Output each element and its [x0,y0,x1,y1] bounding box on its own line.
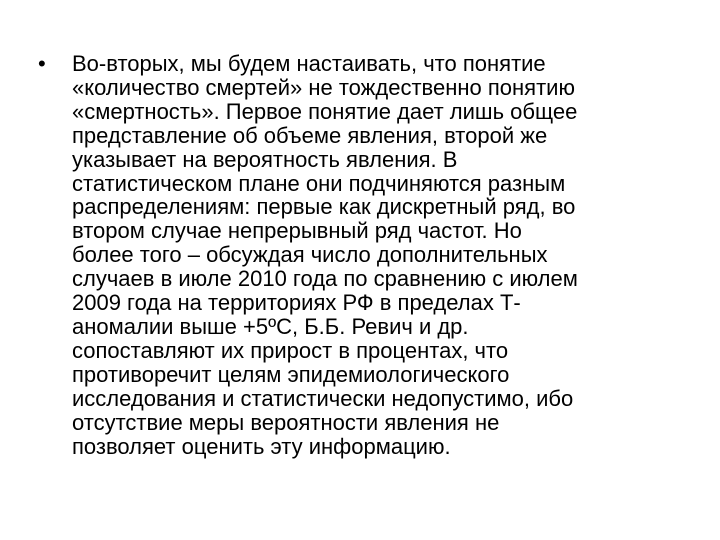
paragraph-line-12: аномалии выше +5ºС, Б.Б. Ревич и др. [72,313,469,339]
paragraph-line-17: позволяет оценить эту информацию. [72,433,451,459]
paragraph-line-5: указывает на вероятность явления. В [72,146,458,172]
paragraph-line-10: случаев в июле 2010 года по сравнению с июлем [72,266,578,292]
paragraph-line-1: Во-вторых, мы будем настаивать, что понятие [72,51,546,76]
paragraph-line-13: сопоставляют их прирост в процентах, что [72,337,509,363]
bullet-item [38,52,678,458]
paragraph-line-15: исследования и статистически недопустимо, ибо [72,385,574,411]
paragraph-line-2: «количество смертей» не тождественно понятию [72,74,575,100]
bullet-marker: • [38,51,46,76]
paragraph-line-16: отсутствие меры вероятности явления не [72,409,500,435]
paragraph-line-9: более того – обсуждая число дополнительных [72,242,548,268]
paragraph-line-8: втором случае непрерывный ряд частот. Но [72,218,522,244]
paragraph-line-11: 2009 года на территориях РФ в пределах Т- [72,290,521,316]
paragraph-line-3: «смертность». Первое понятие дает лишь общее [72,98,578,124]
bullet-paragraph [72,52,678,458]
paragraph-line-7: распределениям: первые как дискретный ряд, во [72,194,576,220]
bullet-list [38,52,678,458]
paragraph-line-4: представление об объеме явления, второй же [72,122,548,148]
paragraph-line-6: статистическом плане они подчиняются разным [72,170,566,196]
paragraph-line-14: противоречит целям эпидемиологического [72,361,510,387]
